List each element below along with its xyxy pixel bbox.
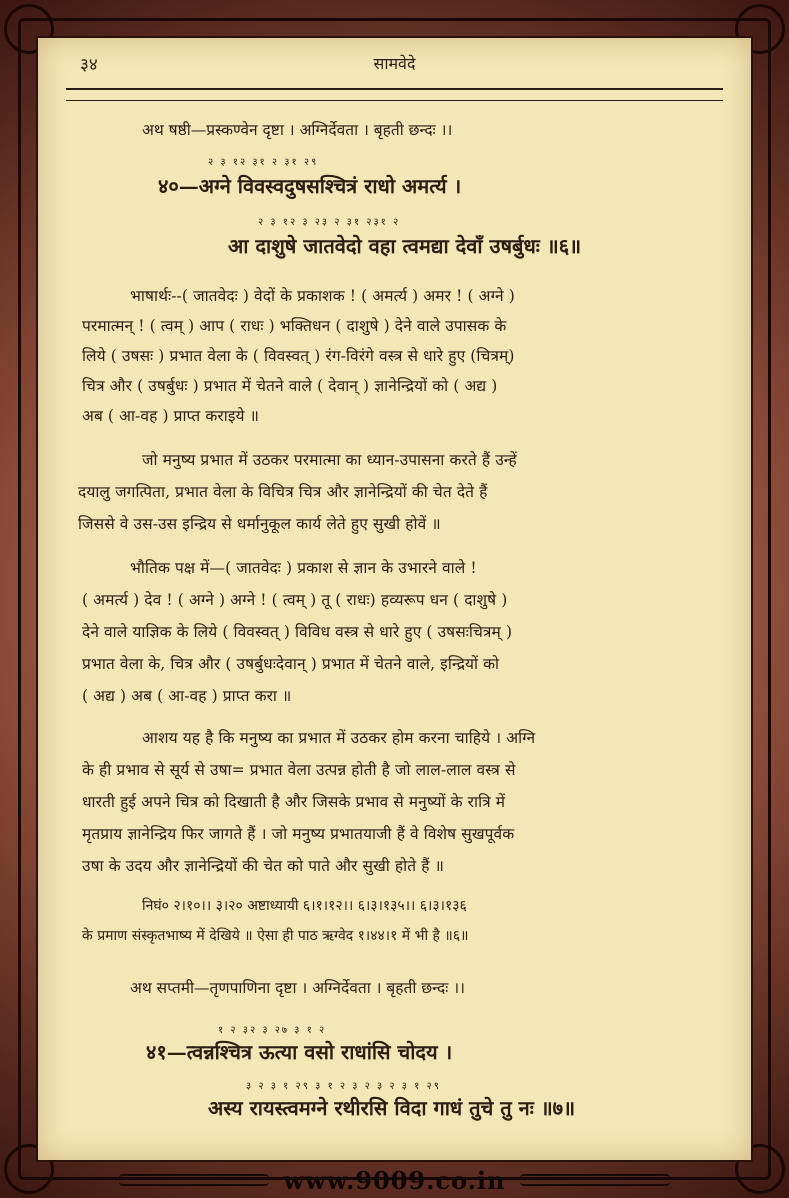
page: [36, 36, 753, 1162]
footer-ornament: [119, 1174, 269, 1186]
meaning-line: दयालु जगत्पिता, प्रभात वेला के विचित्र चित्र और ज्ञानेन्द्रियों की चेत देते हैं: [78, 483, 488, 501]
bhashartha-line: चित्र और ( उषर्बुधः ) प्रभात में चेतने वाले ( देवान् ) ज्ञानेन्द्रियों को ( अद्य ): [82, 377, 498, 395]
website-watermark: www.9009.co.in: [283, 1165, 506, 1195]
verse7-svara-1: १ २ ३२ ३ २७ ३ १ २: [218, 1025, 327, 1036]
footer-ornament: [520, 1174, 670, 1186]
bhashartha-line: भाषार्थः--( जातवेदः ) वेदों के प्रकाशक ! ( अमर्त्य ) अमर ! ( अग्ने ): [130, 287, 515, 305]
verse6-svara-1: २ ३ १२ ३१ २ ३१ २९: [208, 157, 319, 168]
bhautika-line: भौतिक पक्ष में—( जातवेदः ) प्रकाश से ज्ञान के उभारने वाले !: [130, 559, 477, 577]
bhashartha-line: अब ( आ-वह ) प्राप्त कराइये ॥: [82, 407, 260, 425]
bhautika-line: ( अमर्त्य ) देव ! ( अग्ने ) अग्ने ! ( त्वम् ) तू ( राधः) हव्यरूप धन ( दाशुषे ): [82, 591, 508, 609]
meaning-line: जिससे वे उस-उस इन्द्रिय से धर्मानुकूल कार्य लेते हुए सुखी होवें ॥: [78, 515, 441, 533]
bhautika-line: ( अद्य ) अब ( आ-वह ) प्राप्त करा ॥: [82, 687, 292, 705]
verse7-svara-2: ३ २ ३ १ २९ ३ १ २ ३ २ ३ २ ३ १ २९: [246, 1081, 441, 1092]
reference-line: के प्रमाण संस्कृतभाष्य में देखिये ॥ ऐसा ही पाठ ऋग्वेद १।४४।१ में भी है ॥६॥: [82, 928, 469, 944]
verse6-svara-2: २ ३ १२ ३ २३ २ ३१ २३१ २: [258, 217, 401, 228]
verse6-heading: अथ षष्ठी—प्रस्कण्वेन दृष्टा । अग्निर्देवता । बृहती छन्दः ।।: [142, 121, 453, 139]
verse6-mantra-1: ४०—अग्ने विवस्वदुषसश्चित्रं राधो अमर्त्य ।: [158, 174, 462, 198]
reference-line: निघं० २।१०।। ३।२० अष्टाध्यायी ६।१।१२।। ६।३।१३५।। ६।३।१३६: [142, 898, 467, 914]
bhashartha-line: लिये ( उषसः ) प्रभात वेला के ( विवस्वत् ) रंग-विरंगे वस्त्र से धारे हुए (चित्रम्): [82, 347, 515, 365]
ashaya-line: के ही प्रभाव से सूर्य से उषा= प्रभात वेला उत्पन्न होती है जो लाल-लाल वस्त्र से: [82, 761, 516, 779]
verse7-heading: अथ सप्तमी—तृणपाणिना दृष्टा । अग्निर्देवता । बृहती छन्दः ।।: [130, 979, 465, 997]
ashaya-line: धारती हुई अपने चित्र को दिखाती है और जिसके प्रभाव से मनुष्यों के रात्रि में: [82, 793, 506, 811]
page-number: ३४: [80, 55, 98, 75]
bhautika-line: देने वाले याज्ञिक के लिये ( विवस्वत् ) विविध वस्त्र से धारे हुए ( उषसःचित्रम् ): [82, 623, 513, 641]
ashaya-line: आशय यह है कि मनुष्य का प्रभात में उठकर होम करना चाहिये । अग्नि: [142, 729, 536, 747]
ashaya-line: उषा के उदय और ज्ञानेन्द्रियों की चेत को पाते और सुखी होते हैं ॥: [82, 857, 444, 875]
header-rule: [66, 88, 723, 101]
verse6-mantra-2: आ दाशुषे जातवेदो वहा त्वमद्या देवाँ उषर्बुधः ॥६॥: [228, 234, 582, 258]
meaning-line: जो मनुष्य प्रभात में उठकर परमात्मा का ध्यान-उपासना करते हैं उन्हें: [142, 451, 517, 469]
bhashartha-line: परमात्मन् ! ( त्वम् ) आप ( राधः ) भक्तिधन ( दाशुषे ) देने वाले उपासक के: [82, 317, 507, 335]
footer: [36, 1162, 753, 1198]
ashaya-line: मृतप्राय ज्ञानेन्द्रिय फिर जागते हैं । जो मनुष्य प्रभातयाजी हैं वे विशेष सुखपूर्वक: [82, 825, 515, 843]
verse7-mantra-1: ४१—त्वन्नश्चित्र ऊत्या वसो राधांसि चोदय ।: [146, 1040, 453, 1064]
bhautika-line: प्रभात वेला के, चित्र और ( उषर्बुधःदेवान् ) प्रभात में चेतने वाले, इन्द्रियों को: [82, 655, 500, 673]
verse7-mantra-2: अस्य रायस्त्वमग्ने रथीरसि विदा गाधं तुचे तु नः ॥७॥: [208, 1096, 576, 1120]
running-title: सामवेदे: [373, 54, 416, 73]
